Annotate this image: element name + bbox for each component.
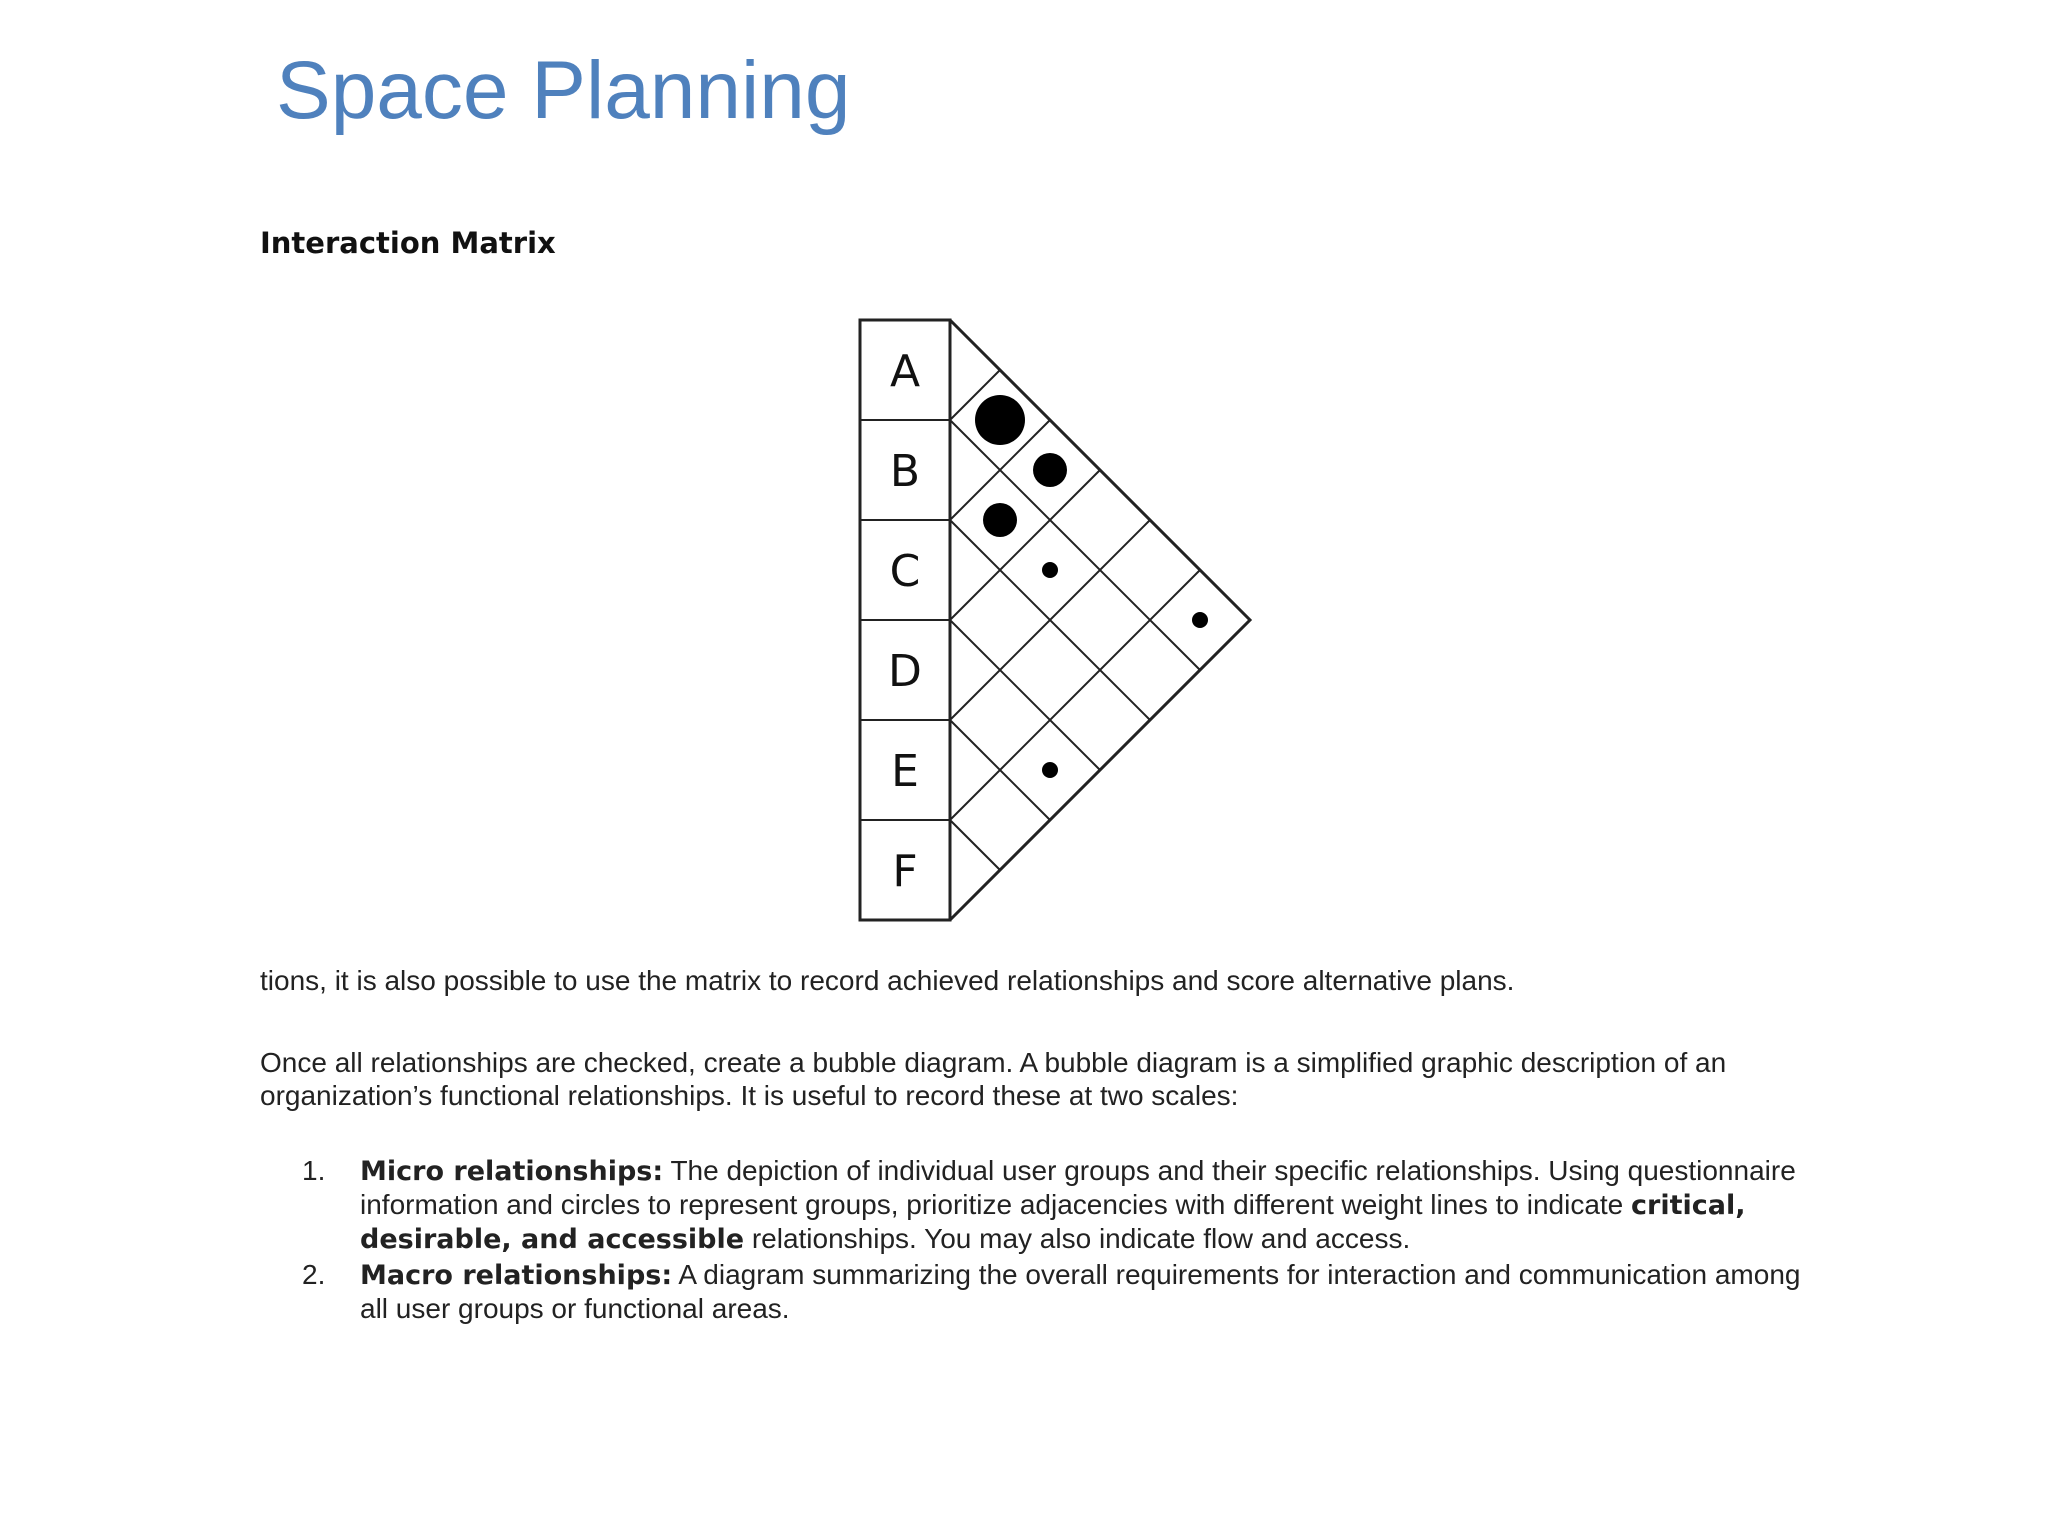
interaction-matrix xyxy=(840,310,1260,930)
matrix-label-c: C xyxy=(889,546,921,597)
matrix-grid-line xyxy=(950,820,1000,870)
matrix-label-a: A xyxy=(889,346,921,397)
matrix-grid-line xyxy=(950,420,1200,670)
slide-title: Space Planning xyxy=(276,45,851,136)
relationship-dot-a-f xyxy=(1192,612,1208,628)
matrix-label-b: B xyxy=(889,446,921,497)
term-micro: Micro relationships: xyxy=(360,1156,664,1187)
matrix-label-d: D xyxy=(888,646,922,697)
matrix-grid-line xyxy=(950,470,1100,620)
section-heading: Interaction Matrix xyxy=(260,226,556,260)
relationship-dot-d-f xyxy=(1042,762,1058,778)
micro-text-b: relationships. You may also indicate flow and access. xyxy=(744,1223,1411,1254)
macro-text: A diagram summarizing the overall requirements for interaction and communication among all user groups or functional areas. xyxy=(360,1259,1801,1324)
matrix-grid-line xyxy=(950,620,1100,770)
paragraph-matrix-use: tions, it is also possible to use the matrix to record achieved relationships and score alternative plans. xyxy=(260,965,1515,996)
list-item-micro xyxy=(260,1154,1820,1256)
matrix-label-e: E xyxy=(891,746,919,797)
matrix-label-f: F xyxy=(892,846,918,897)
list-number: 1. xyxy=(302,1155,326,1186)
paragraph-bubble-diagram: Once all relationships are checked, create a bubble diagram. A bubble diagram is a simplified graphic description of an organization’s functional relationships. It is useful to record these at two scales: xyxy=(260,1047,1727,1111)
relationship-dot-b-d xyxy=(1042,562,1058,578)
relationship-dot-a-b xyxy=(975,395,1025,445)
list-number: 2. xyxy=(302,1259,326,1290)
micro-text-a: The depiction of individual user groups and their specific relationships. Using questionnaire information and circles to represent groups, prioritize adjacencies with different weight lines to indicate xyxy=(360,1155,1796,1220)
matrix-grid-line xyxy=(950,570,1200,820)
term-macro: Macro relationships: xyxy=(360,1260,673,1291)
interaction-matrix-diagram xyxy=(840,310,1260,930)
list-item-macro xyxy=(260,1258,1820,1325)
emphasis-relationship-types: critical, desirable, and accessible xyxy=(360,1190,1746,1255)
relationship-dot-a-c xyxy=(1033,453,1067,487)
relationship-dot-b-c xyxy=(983,503,1017,537)
relationship-scales-list xyxy=(260,1154,1820,1327)
